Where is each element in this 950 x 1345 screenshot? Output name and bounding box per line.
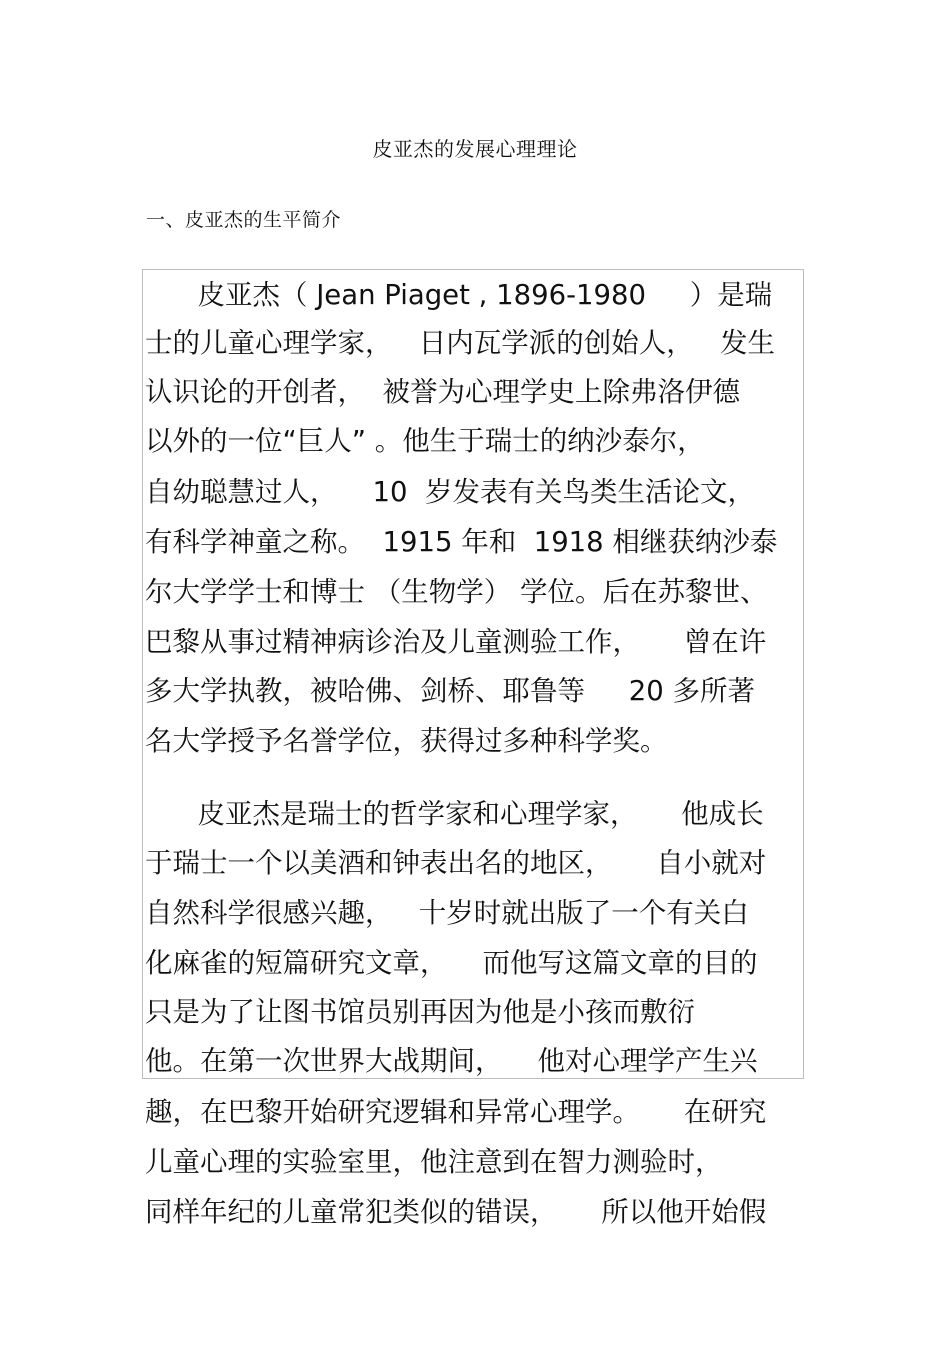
section-heading: 一、皮亚杰的生平简介 xyxy=(146,209,342,231)
paragraph-2-line: 儿童心理的实验室里，他注意到在智力测验时， xyxy=(145,1146,723,1178)
paragraph-1-line: 多大学执教，被哈佛、剑桥、耶鲁等 20 多所著 xyxy=(145,675,755,707)
paragraph-1-line: 有科学神童之称。 1915 年和 1918 相继获纳沙泰 xyxy=(145,526,778,558)
paragraph-1-line: 以外的一位“巨人” 。他生于瑞士的纳沙泰尔， xyxy=(145,425,705,457)
document-title: 皮亚杰的发展心理理论 xyxy=(372,137,578,161)
paragraph-1-line: 名大学授予名誉学位，获得过多种科学奖。 xyxy=(145,725,668,757)
paragraph-2-line: 皮亚杰是瑞士的哲学家和心理学家， 他成长 xyxy=(145,798,764,830)
paragraph-1-line: 自幼聪慧过人， 10 岁发表有关鸟类生活论文， xyxy=(145,476,755,508)
paragraph-2-line: 同样年纪的儿童常犯类似的错误， 所以他开始假 xyxy=(145,1196,767,1228)
paragraph-2-line: 自然科学很感兴趣， 十岁时就出版了一个有关白 xyxy=(145,897,749,929)
paragraph-2-line: 趣，在巴黎开始研究逻辑和异常心理学。 在研究 xyxy=(145,1096,767,1128)
paragraph-1-line: 皮亚杰（ Jean Piaget , 1896-1980 ）是瑞 xyxy=(145,279,773,311)
paragraph-1-line: 巴黎从事过精神病诊治及儿童测验工作， 曾在许 xyxy=(145,626,767,658)
paragraph-1-line: 尔大学学士和博士 （生物学） 学位。后在苏黎世、 xyxy=(145,576,768,608)
paragraph-2-line: 于瑞士一个以美酒和钟表出名的地区， 自小就对 xyxy=(145,847,767,879)
paragraph-2-line: 他。在第一次世界大战期间， 他对心理学产生兴 xyxy=(145,1045,758,1077)
paragraph-1-line: 认识论的开创者， 被誉为心理学史上除弗洛伊德 xyxy=(145,376,740,408)
paragraph-1-line: 士的儿童心理学家， 日内瓦学派的创始人， 发生 xyxy=(145,327,775,359)
paragraph-2-line: 化麻雀的短篇研究文章， 而他写这篇文章的目的 xyxy=(145,947,758,979)
paragraph-2-line: 只是为了让图书馆员别再因为他是小孩而敷衍 xyxy=(145,996,695,1028)
